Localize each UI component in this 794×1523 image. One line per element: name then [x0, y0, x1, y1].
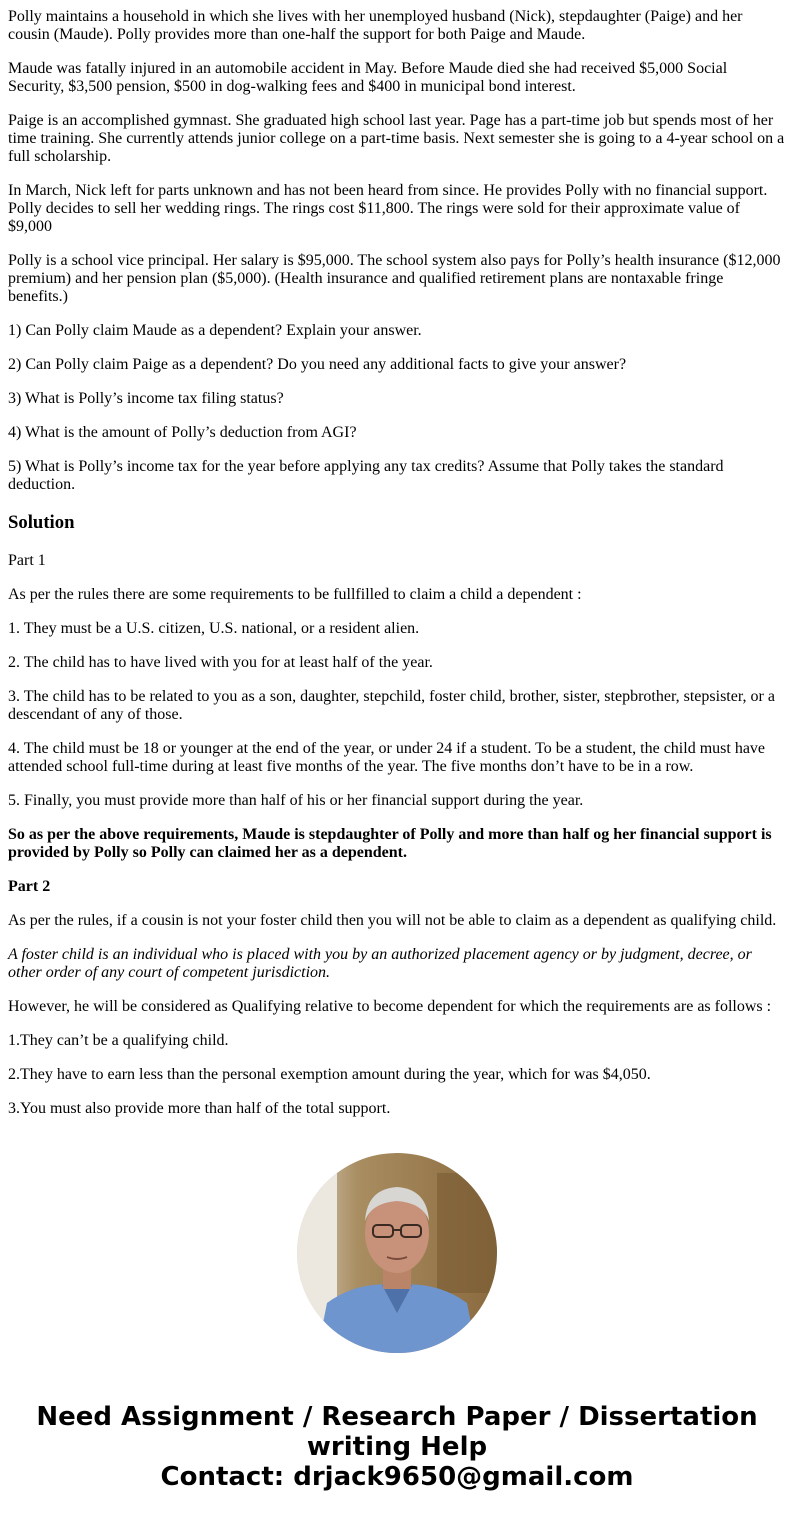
- part2-requirement-2: 2.They have to earn less than the personal exemption amount during the year, which for was $4,050.: [8, 1066, 651, 1083]
- solution-heading: Solution: [8, 512, 75, 533]
- question-item-4: 4) What is the amount of Polly’s deduction from AGI?: [8, 424, 357, 441]
- part1-rule-1: 1. They must be a U.S. citizen, U.S. national, or a resident alien.: [8, 620, 420, 637]
- part1-rule-5: 5. Finally, you must provide more than half of his or her financial support during the year.: [8, 792, 584, 809]
- avatar-photo: [297, 1153, 497, 1353]
- part1-rule-3: 3. The child has to be related to you as a son, daughter, stepchild, foster child, brother, sister, stepbrother, stepsister, or a descendant of any of those.: [8, 688, 775, 723]
- part1-intro: As per the rules there are some requirements to be fullfilled to claim a child a dependent :: [8, 586, 582, 603]
- question-paragraph-2: Maude was fatally injured in an automobile accident in May. Before Maude died she had received $5,000 Social Security, $3,500 pension, $500 in dog-walking fees and $400 in municipal bond interest.: [8, 60, 728, 95]
- part1-rule-2: 2. The child has to have lived with you for at least half of the year.: [8, 654, 433, 671]
- contact-footer: [0, 1402, 794, 1492]
- question-paragraph-1: Polly maintains a household in which she lives with her unemployed husband (Nick), stepdaughter (Paige) and her cousin (Maude). Polly provides more than one-half the support for both Paige and Maude.: [8, 8, 743, 43]
- part2-definition: A foster child is an individual who is placed with you by an authorized placement agency or by judgment, decree, or other order of any court of competent jurisdiction.: [8, 946, 752, 981]
- part2-relative-intro: However, he will be considered as Qualifying relative to become dependent for which the requirements are as follows :: [8, 998, 772, 1015]
- footer-line-1: Need Assignment / Research Paper / Dissertation: [36, 1402, 758, 1432]
- part2-intro: As per the rules, if a cousin is not your foster child then you will not be able to claim as a dependent as qualifying child.: [8, 912, 777, 929]
- question-paragraph-4: In March, Nick left for parts unknown and has not been heard from since. He provides Polly with no financial support. Polly decides to sell her wedding rings. The rings cost $11,800. The rings were sold for their approximate value of $9,000: [8, 182, 768, 235]
- document-body: [8, 8, 786, 1134]
- question-item-3: 3) What is Polly’s income tax filing status?: [8, 390, 284, 407]
- question-item-5: 5) What is Polly’s income tax for the year before applying any tax credits? Assume that Polly takes the standard deduction.: [8, 458, 724, 493]
- part1-rule-4: 4. The child must be 18 or younger at the end of the year, or under 24 if a student. To be a student, the child must have attended school full-time during at least five months of the year. The five months don’t have to be in a row.: [8, 740, 766, 775]
- author-avatar: [297, 1153, 497, 1353]
- question-item-2: 2) Can Polly claim Paige as a dependent? Do you need any additional facts to give your answer?: [8, 356, 627, 373]
- part2-requirement-1: 1.They can’t be a qualifying child.: [8, 1032, 229, 1049]
- part1-conclusion: So as per the above requirements, Maude is stepdaughter of Polly and more than half og her financial support is provided by Polly so Polly can claimed her as a dependent.: [8, 826, 772, 861]
- footer-line-2: writing Help: [306, 1432, 488, 1462]
- part2-label: Part 2: [8, 878, 51, 895]
- question-item-1: 1) Can Polly claim Maude as a dependent? Explain your answer.: [8, 322, 422, 339]
- question-paragraph-3: Paige is an accomplished gymnast. She graduated high school last year. Page has a part-time job but spends most of her time training. She currently attends junior college on a part-time basis. Next semester she is going to a 4-year school on a full scholarship.: [8, 112, 785, 165]
- part2-requirement-3: 3.You must also provide more than half of the total support.: [8, 1100, 391, 1117]
- part1-label: Part 1: [8, 552, 46, 569]
- question-paragraph-5: Polly is a school vice principal. Her salary is $95,000. The school system also pays for Polly’s health insurance ($12,000 premium) and her pension plan ($5,000). (Health insurance and qualified retirement plans are nontaxable fringe benefits.): [8, 252, 781, 305]
- footer-contact[interactable]: Contact: drjack9650@gmail.com: [160, 1462, 634, 1492]
